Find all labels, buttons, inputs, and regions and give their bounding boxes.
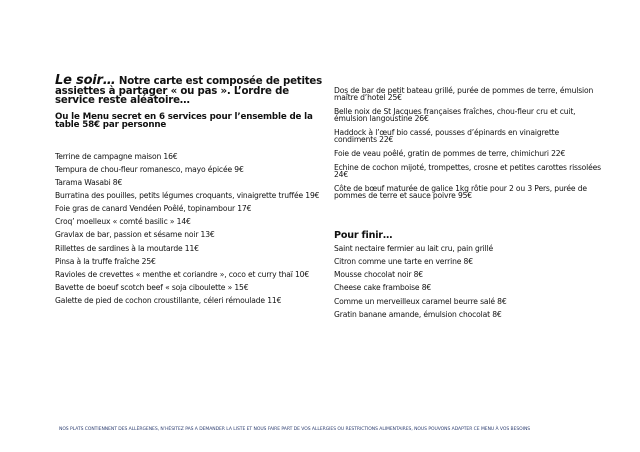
dessert-item: Comme un merveilleux caramel beurre salé 8€ [334, 296, 507, 306]
desserts-title: Pour finir… [334, 230, 393, 242]
menu-item: Croq’ moelleux « comté basilic » 14€ [55, 217, 191, 227]
le-soir-title: Le soir… [55, 73, 116, 88]
menu-item: Foie gras de canard Vendéen Poêlé, topinambour 17€ [55, 203, 252, 213]
dessert-item: Citron comme une tarte en verrine 8€ [334, 257, 473, 267]
left-column [55, 73, 325, 310]
menu-item: Belle noix de St Jacques françaises fraîches, chou-fleur cru et cuit, émulsion langoustine 26€ [334, 107, 576, 124]
menu-item: Terrine de campagne maison 16€ [55, 151, 178, 161]
dessert-item: Mousse chocolat noir 8€ [334, 270, 423, 280]
intro-heading [55, 73, 325, 107]
dessert-item: Cheese cake framboise 8€ [334, 283, 432, 293]
dessert-item: Gratin banane amande, émulsion chocolat 8€ [334, 309, 502, 319]
menu-item: Galette de pied de cochon croustillante, céleri rémoulade 11€ [55, 296, 282, 306]
menu-item: Burratina des pouilles, petits légumes croquants, vinaigrette truffée 19€ [55, 191, 320, 201]
menu-secret-text: Ou le Menu secret en 6 services pour l’ensemble de la table 58€ par personne [55, 111, 313, 131]
allergen-notice: NOS PLATS CONTIENNENT DES ALLÈRGENES, N’HÉSITEZ PAS A DEMANDER LA LISTE ET NOUS FAIRE PART DE VOS ALLERGIES OU RESTRICTIONS ALIMENTAIRES, NOUS POUVONS ADAPTER CE MENU À VOS BESOINS [59, 427, 531, 432]
menu-item: Rillettes de sardines à la moutarde 11€ [55, 243, 199, 253]
menu-item: Ravioles de crevettes « menthe et coriandre », coco et curry thaï 10€ [55, 270, 310, 280]
menu-item: Gravlax de bar, passion et sésame noir 13€ [55, 230, 215, 240]
menu-item: Haddock à l’œuf bio cassé, pousses d’épinards en vinaigrette condiments 22€ [334, 128, 559, 145]
menu-item: Côte de bœuf maturée de galice 1kg rôtie pour 2 ou 3 Pers, purée de pommes de terre et sauce poivre 95€ [334, 183, 587, 200]
menu-item: Echine de cochon mijoté, trompettes, crosne et petites carottes rissolées 24€ [334, 162, 601, 179]
menu-item: Foie de veau poêlé, gratin de pommes de terre, chimichuri 22€ [334, 149, 566, 158]
menu-item: Bavette de boeuf scotch beef « soja ciboulette » 15€ [55, 282, 249, 292]
menu-item: Tempura de chou-fleur romanesco, mayo épicée 9€ [55, 164, 244, 174]
menu-item: Pinsa à la truffe fraîche 25€ [55, 257, 156, 267]
right-column [334, 87, 604, 324]
dessert-item: Saint nectaire fermier au lait cru, pain grillé [334, 244, 494, 254]
menu-item: Dos de bar de petit bateau grillé, purée de pommes de terre, émulsion maître d’hotel 25€ [334, 86, 594, 103]
intro-text: Notre carte est composée de petites assiettes à partager « ou pas ». L’ordre de service reste aléatoire… [55, 76, 322, 107]
starters-list [55, 153, 325, 305]
menu-item: Tarama Wasabi 8€ [55, 178, 123, 188]
